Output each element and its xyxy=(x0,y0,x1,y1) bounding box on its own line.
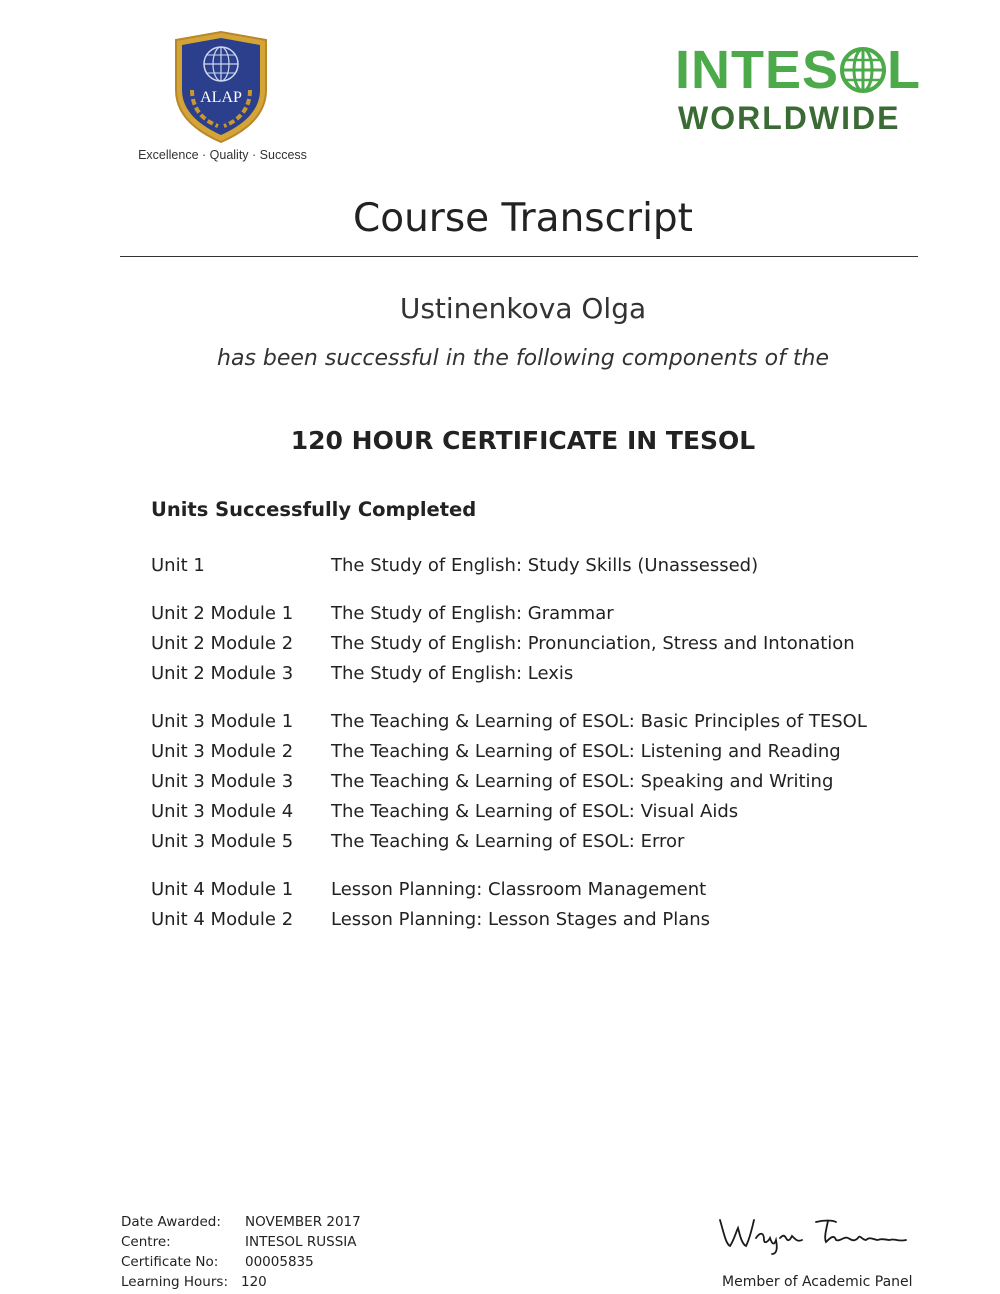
date-awarded-label: Date Awarded: xyxy=(121,1214,221,1230)
unit-code: Unit 3 Module 1 xyxy=(151,711,294,732)
unit-row xyxy=(151,909,911,937)
title-divider xyxy=(120,256,918,257)
alap-logo xyxy=(130,28,315,168)
learning-hours-value: 120 xyxy=(241,1274,267,1290)
unit-title: Lesson Planning: Lesson Stages and Plans xyxy=(331,909,711,930)
signature-icon xyxy=(716,1210,916,1255)
unit-title: The Study of English: Pronunciation, Stress and Intonation xyxy=(331,633,855,654)
unit-title: The Teaching & Learning of ESOL: Error xyxy=(331,831,685,852)
unit-row xyxy=(151,633,911,661)
page-title: Course Transcript xyxy=(353,196,693,241)
intesol-wordmark-part1: INTES xyxy=(675,40,840,100)
certificate-number-value: 00005835 xyxy=(245,1254,314,1270)
unit-row xyxy=(151,831,911,859)
alap-tagline: Excellence · Quality · Success xyxy=(138,148,307,162)
alap-logo-text: ALAP xyxy=(200,89,242,106)
unit-row xyxy=(151,879,911,907)
unit-code: Unit 3 Module 3 xyxy=(151,771,294,792)
course-name: 120 HOUR CERTIFICATE IN TESOL xyxy=(290,426,756,455)
signature-caption: Member of Academic Panel xyxy=(722,1274,913,1290)
intesol-wordmark-part2: L xyxy=(887,40,922,100)
unit-title: The Teaching & Learning of ESOL: Basic Principles of TESOL xyxy=(331,711,867,732)
unit-title: The Teaching & Learning of ESOL: Visual Aids xyxy=(331,801,739,822)
unit-code: Unit 2 Module 3 xyxy=(151,663,294,684)
unit-code: Unit 3 Module 4 xyxy=(151,801,294,822)
unit-code: Unit 1 xyxy=(151,555,205,576)
unit-row xyxy=(151,801,911,829)
unit-row xyxy=(151,555,911,583)
learning-hours-label: Learning Hours: xyxy=(121,1274,228,1290)
globe-icon xyxy=(839,46,887,94)
centre-value: INTESOL RUSSIA xyxy=(245,1234,357,1250)
unit-title: The Teaching & Learning of ESOL: Speaking and Writing xyxy=(331,771,834,792)
unit-row xyxy=(151,603,911,631)
alap-shield-icon xyxy=(166,28,276,146)
unit-row xyxy=(151,771,911,799)
unit-title: The Study of English: Grammar xyxy=(331,603,614,624)
unit-code: Unit 2 Module 2 xyxy=(151,633,294,654)
centre-label: Centre: xyxy=(121,1234,171,1250)
unit-code: Unit 3 Module 2 xyxy=(151,741,294,762)
intesol-wordmark xyxy=(675,40,921,100)
signature xyxy=(716,1210,916,1259)
certificate-number-label: Certificate No: xyxy=(121,1254,219,1270)
unit-code: Unit 4 Module 2 xyxy=(151,909,294,930)
unit-code: Unit 2 Module 1 xyxy=(151,603,294,624)
intro-statement: has been successful in the following components of the xyxy=(217,346,829,371)
unit-row xyxy=(151,711,911,739)
unit-title: The Study of English: Lexis xyxy=(331,663,574,684)
unit-row xyxy=(151,741,911,769)
unit-code: Unit 3 Module 5 xyxy=(151,831,294,852)
date-awarded-value: NOVEMBER 2017 xyxy=(245,1214,361,1230)
unit-title: The Teaching & Learning of ESOL: Listening and Reading xyxy=(331,741,841,762)
unit-code: Unit 4 Module 1 xyxy=(151,879,294,900)
unit-row xyxy=(151,663,911,691)
units-heading: Units Successfully Completed xyxy=(151,498,477,521)
intesol-worldwide: WORLDWIDE xyxy=(678,100,901,136)
student-name: Ustinenkova Olga xyxy=(399,292,647,325)
unit-title: The Study of English: Study Skills (Unassessed) xyxy=(331,555,759,576)
intesol-logo xyxy=(675,40,920,140)
unit-title: Lesson Planning: Classroom Management xyxy=(331,879,707,900)
